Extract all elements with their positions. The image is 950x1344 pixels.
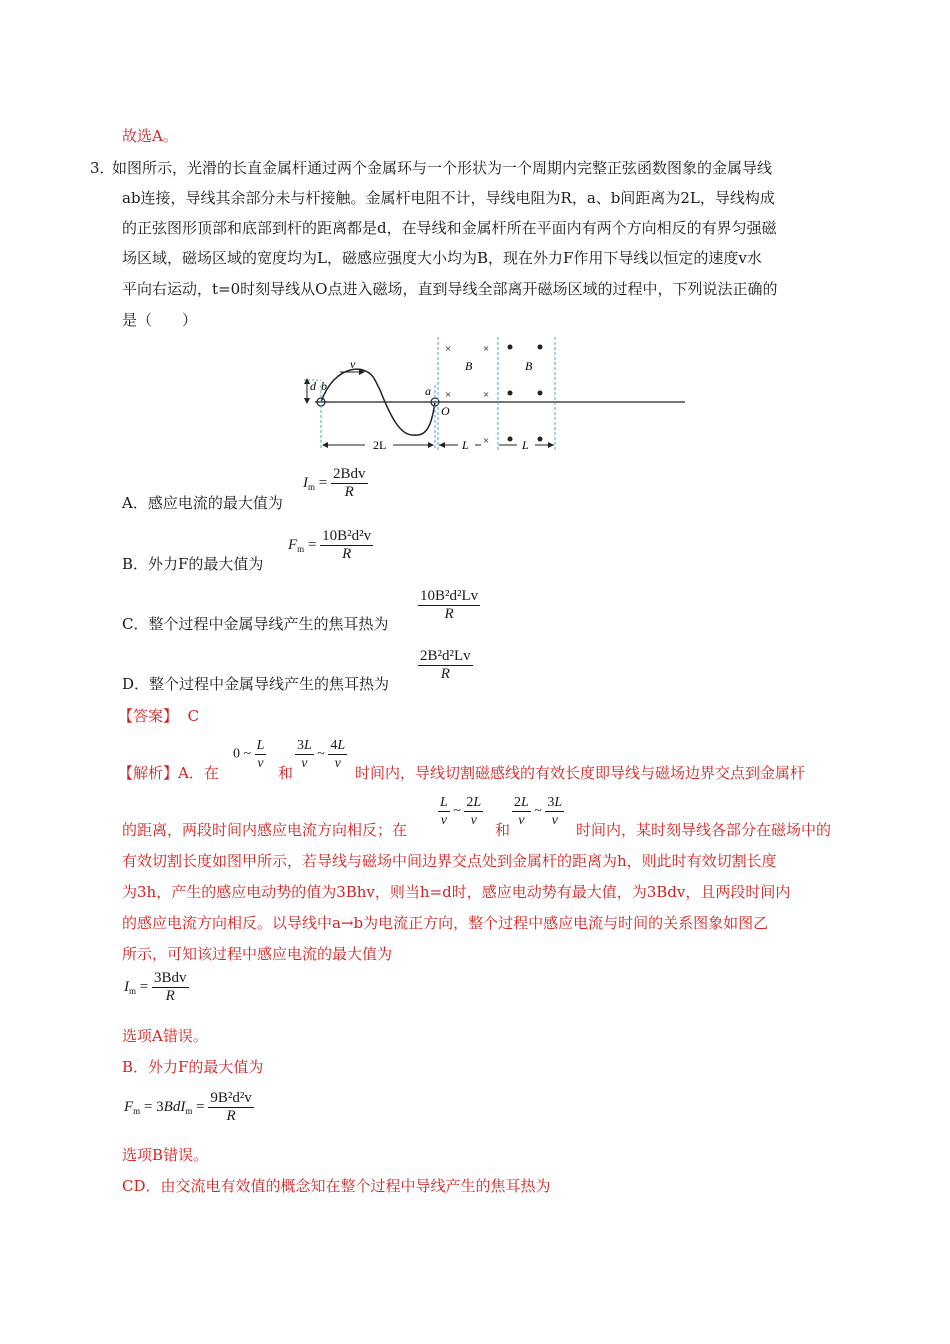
analysis-b-head: B．外力F的最大值为 [122,1058,264,1076]
analysis-interval-1: 0 ~ $\frac{L}{v}$ [233,738,265,771]
label-d: d [310,379,316,393]
formula-num: 9B²d²v [210,1090,252,1106]
formula-den: R [342,546,352,562]
dot-mark [508,391,513,396]
physics-figure [295,335,690,455]
dot-mark [538,391,543,396]
option-b [122,554,263,574]
formula-den: R [444,606,454,622]
dot-mark [508,345,513,350]
analysis-interval-3: $\frac{L}{v}$ ~ $\frac{2L}{v}$ [440,795,482,828]
label-b-field-1: B [465,359,473,373]
formula-lhs: I [303,474,308,491]
formula-den: R [344,484,354,500]
analysis-cd-head: CD．由交流电有效值的概念知在整个过程中导线产生的焦耳热为 [122,1177,551,1195]
label-l-2: L [522,438,529,452]
label-v: v [350,357,356,371]
analysis-b-wrong: 选项B错误。 [122,1146,209,1164]
label-2l: 2L [373,438,387,452]
question-number: 3． [90,159,115,177]
analysis-p4: 为3h，产生的感应电动势的值为3Bhv，则当h=d时，感应电动势有最大值，为3Bdv，且两段时间内 [122,883,791,901]
formula-num: 2B²d²Lv [420,648,471,664]
fm-formula: $F_m = 3BdI_m$ = $\frac{\text{9B²d²v}}{R}$ [124,1090,252,1124]
option-c [122,614,388,634]
label-o: O [441,404,450,418]
analysis-label: 【解析】A．在 [118,764,219,782]
analysis-p1: 时间内，导线切割磁感线的有效长度即导线与磁场边界交点到金属杆 [355,764,806,782]
im-formula: $I_m$ = $\frac{\text{3Bdv}}{R}$ [124,970,187,1004]
and-word: 和 [495,821,511,839]
analysis-p2: 的距离，两段时间内感应电流方向相反；在 [122,821,408,839]
label-b-field-2: B [525,359,533,373]
question-line-4: 场区域，磁场区域的宽度均为L，磁感应强度大小均为B，现在外力F作用下导线以恒定的速度v水 [122,249,762,267]
analysis-p5: 的感应电流方向相反。以导线中a→b为电流正方向，整个过程中感应电流与时间的关系图象如图乙 [122,914,769,932]
cross-mark: × [445,343,452,355]
formula-den: R [226,1108,236,1124]
dot-mark [508,437,513,442]
cross-mark: × [445,389,452,401]
question-line-5: 平向右运动，t=0时刻导线从O点进入磁场，直到导线全部离开磁场区域的过程中，下列说法正确的 [122,280,778,298]
option-a-formula: $I_m$ = $\frac{\text{2Bdv}}{R}$ [303,466,366,500]
formula-num: 2Bdv [332,466,366,482]
option-c-formula [418,588,480,623]
dot-mark [538,437,543,442]
formula-sub: m [297,543,305,554]
analysis-a-wrong: 选项A错误。 [122,1027,208,1045]
option-b-formula: $F_m$ = $\frac{\text{10B²d²v}}{R}$ [288,528,372,562]
option-b-text: B．外力F的最大值为 [122,555,264,573]
cross-mark: × [483,343,490,355]
question-line-3: 的正弦图形顶部和底部到杆的距离都是d，在导线和金属杆所在平面内有两个方向相反的有界匀强磁 [122,219,777,237]
and-word: 和 [278,764,294,782]
formula-num: 10B²d²v [322,528,372,544]
option-c-text: C．整个过程中金属导线产生的焦耳热为 [122,615,389,633]
label-l-1: L [462,438,469,452]
question-line-1: 如图所示，光滑的长直金属杆通过两个金属环与一个形状为一个周期内完整正弦函数图象的金属导线 [112,159,773,177]
answer-line [118,706,199,726]
answer-label: 【答案】 [118,707,179,725]
analysis-p6: 所示，可知该过程中感应电流的最大值为 [122,945,393,963]
option-a [122,493,283,513]
formula-num: 10B²d²Lv [420,588,479,604]
answer-value: C [187,707,200,725]
formula-num: 3Bdv [153,970,187,986]
question-line-6: 是（ ） [122,311,198,329]
option-a-text: A．感应电流的最大值为 [122,494,283,512]
option-d [122,674,389,694]
analysis-interval-4: $\frac{2L}{v}$ ~ $\frac{3L}{v}$ [514,795,563,828]
question-line-2: ab连接，导线其余部分未与杆接触。金属杆电阻不计，导线电阻为R，a、b间距离为2L，导线构成 [122,189,775,207]
dot-mark [538,345,543,350]
option-d-formula [418,648,473,683]
analysis-interval-2: $\frac{3L}{v}$ ~ $\frac{4L}{v}$ [297,738,346,771]
label-b: b [321,379,327,393]
formula-lhs: F [288,536,298,553]
cross-mark: × [483,389,490,401]
label-a: a [425,384,431,398]
cross-mark: × [483,435,490,447]
option-d-text: D．整个过程中金属导线产生的焦耳热为 [122,675,390,693]
analysis-p2-end: 时间内，某时刻导线各部分在磁场中的 [576,821,832,839]
formula-sub: m [308,481,316,492]
formula-den: R [440,666,450,682]
formula-den: R [165,988,175,1004]
top-answer-line: 故选A。 [122,127,178,145]
analysis-p3: 有效切割长度如图甲所示，若导线与磁场中间边界交点处到金属杆的距离为h，则此时有效切割长度 [122,852,777,870]
